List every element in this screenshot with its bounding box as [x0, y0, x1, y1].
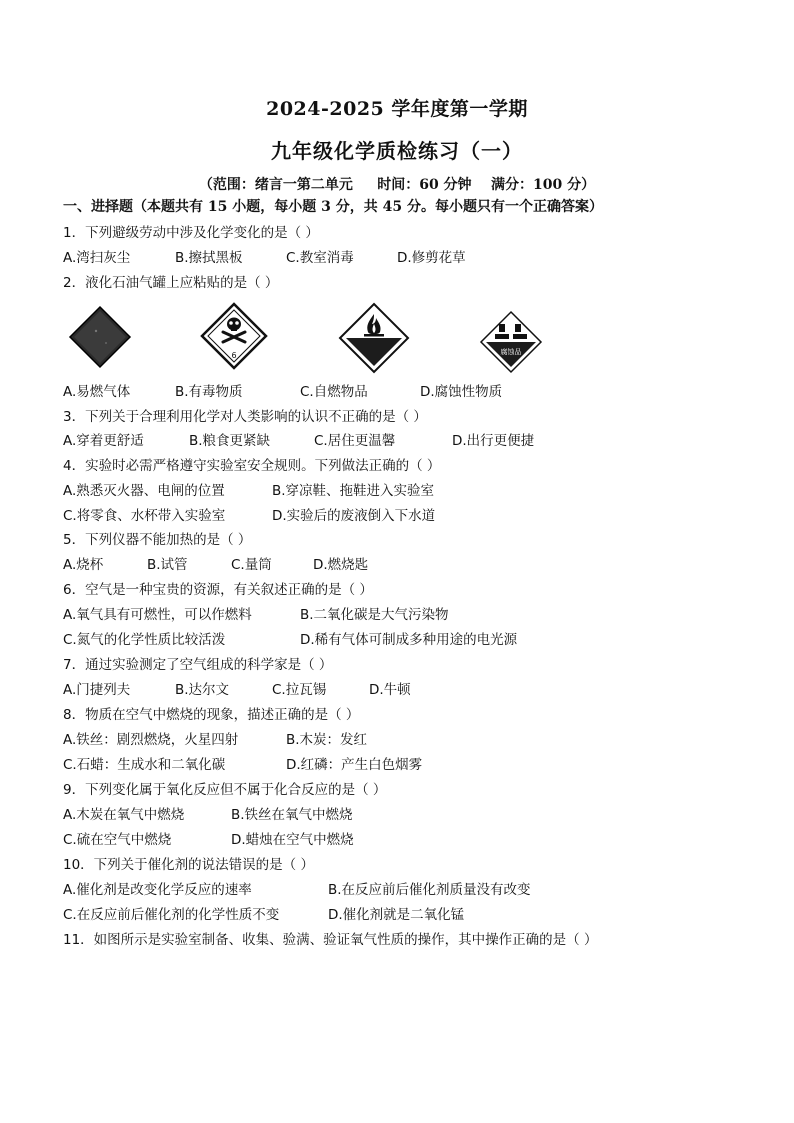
corrosive-sign-text: 腐蚀品: [500, 348, 522, 356]
q8-option-b: B.木炭：发红: [286, 732, 368, 748]
q4-option-c: C.将零食、水杯带入实验室: [63, 508, 226, 524]
q7-option-a: A.门捷列夫: [63, 682, 131, 698]
q9-option-a: A.木炭在氧气中燃烧: [63, 807, 185, 823]
q3-option-a: A.穿着更舒适: [63, 433, 144, 449]
q8-option-c: C.石蜡：生成水和二氧化碳: [63, 757, 226, 773]
q5-option-a: A.烧杯: [63, 557, 104, 573]
q6-option-a: A.氧气具有可燃性，可以作燃料: [63, 607, 252, 623]
q3-option-c: C.居住更温馨: [314, 433, 396, 449]
question-8-stem: 8．物质在空气中燃烧的现象，描述正确的是（ ）: [63, 707, 360, 723]
q4-option-b: B.穿凉鞋、拖鞋进入实验室: [272, 483, 435, 499]
section-heading: 一、进择题（本题共有 15 小题，每小题 3 分，共 45 分。每小题只有一个正确答案）: [63, 199, 603, 215]
q10-option-c: C.在反应前后催化剂的化学性质不变: [63, 907, 280, 923]
q2-option-c: C.自燃物品: [300, 384, 368, 400]
question-11-stem: 11．如图所示是实验室制备、收集、验满、验证氧气性质的操作，其中操作正确的是（ ）: [63, 932, 598, 948]
q5-option-c: C.量筒: [231, 557, 272, 573]
q1-option-d: D.修剪花草: [397, 250, 466, 266]
exam-term-title: 2024-2025 学年度第一学期: [266, 98, 528, 120]
q3-option-d: D.出行更便捷: [452, 433, 535, 449]
q2-option-a: A.易燃气体: [63, 384, 131, 400]
q10-option-d: D.催化剂就是二氧化锰: [328, 907, 465, 923]
q2-option-d: D.腐蚀性物质: [420, 384, 503, 400]
question-9-stem: 9．下列变化属于氧化反应但不属于化合反应的是（ ）: [63, 782, 387, 798]
q4-option-a: A.熟悉灭火器、电闸的位置: [63, 483, 225, 499]
exam-info: （范围：绪言一第二单元 时间：60 分钟 满分：100 分）: [198, 177, 596, 193]
toxic-sign-icon: [200, 302, 268, 370]
corrosive-sign-icon: [479, 310, 543, 374]
q8-option-d: D.红磷：产生白色烟雾: [286, 757, 423, 773]
question-4-stem: 4．实验时必需严格遵守实验室安全规则。下列做法正确的（ ）: [63, 458, 441, 474]
q7-option-c: C.拉瓦锡: [272, 682, 327, 698]
question-10-stem: 10．下列关于催化剂的说法错误的是（ ）: [63, 857, 314, 873]
spontaneous-combustion-sign-icon: [338, 302, 410, 374]
q6-option-c: C.氮气的化学性质比较活泼: [63, 632, 226, 648]
q9-option-b: B.铁丝在氧气中燃烧: [231, 807, 353, 823]
q1-option-b: B.擦拭黑板: [175, 250, 243, 266]
q10-option-b: B.在反应前后催化剂质量没有改变: [328, 882, 531, 898]
question-2-stem: 2．液化石油气罐上应粘贴的是（ ）: [63, 275, 279, 291]
q5-option-b: B.试管: [147, 557, 188, 573]
q1-option-c: C.教室消毒: [286, 250, 354, 266]
q6-option-b: B.二氧化碳是大气污染物: [300, 607, 449, 623]
q7-option-b: B.达尔文: [175, 682, 230, 698]
q6-option-d: D.稀有气体可制成多种用途的电光源: [300, 632, 518, 648]
question-1-stem: 1．下列避级劳动中涉及化学变化的是（ ）: [63, 225, 319, 241]
question-6-stem: 6．空气是一种宝贵的资源，有关叙述正确的是（ ）: [63, 582, 373, 598]
q1-option-a: A.湾扫灰尘: [63, 250, 131, 266]
toxic-sign-number: 6: [231, 351, 237, 360]
question-3-stem: 3．下列关于合理利用化学对人类影响的认识不正确的是（ ）: [63, 409, 427, 425]
q5-option-d: D.燃烧匙: [313, 557, 369, 573]
q9-option-d: D.蜡烛在空气中燃烧: [231, 832, 354, 848]
q8-option-a: A.铁丝：剧烈燃烧，火星四射: [63, 732, 239, 748]
flammable-gas-sign-icon: [68, 305, 132, 369]
q3-option-b: B.粮食更紧缺: [189, 433, 271, 449]
q10-option-a: A.催化剂是改变化学反应的速率: [63, 882, 252, 898]
q2-option-b: B.有毒物质: [175, 384, 243, 400]
q9-option-c: C.硫在空气中燃烧: [63, 832, 172, 848]
q7-option-d: D.牛顿: [369, 682, 411, 698]
question-5-stem: 5．下列仪器不能加热的是（ ）: [63, 532, 252, 548]
exam-title: 九年级化学质检练习（一）: [271, 139, 523, 163]
q4-option-d: D.实验后的废液倒入下水道: [272, 508, 436, 524]
question-7-stem: 7．通过实验测定了空气组成的科学家是（ ）: [63, 657, 333, 673]
